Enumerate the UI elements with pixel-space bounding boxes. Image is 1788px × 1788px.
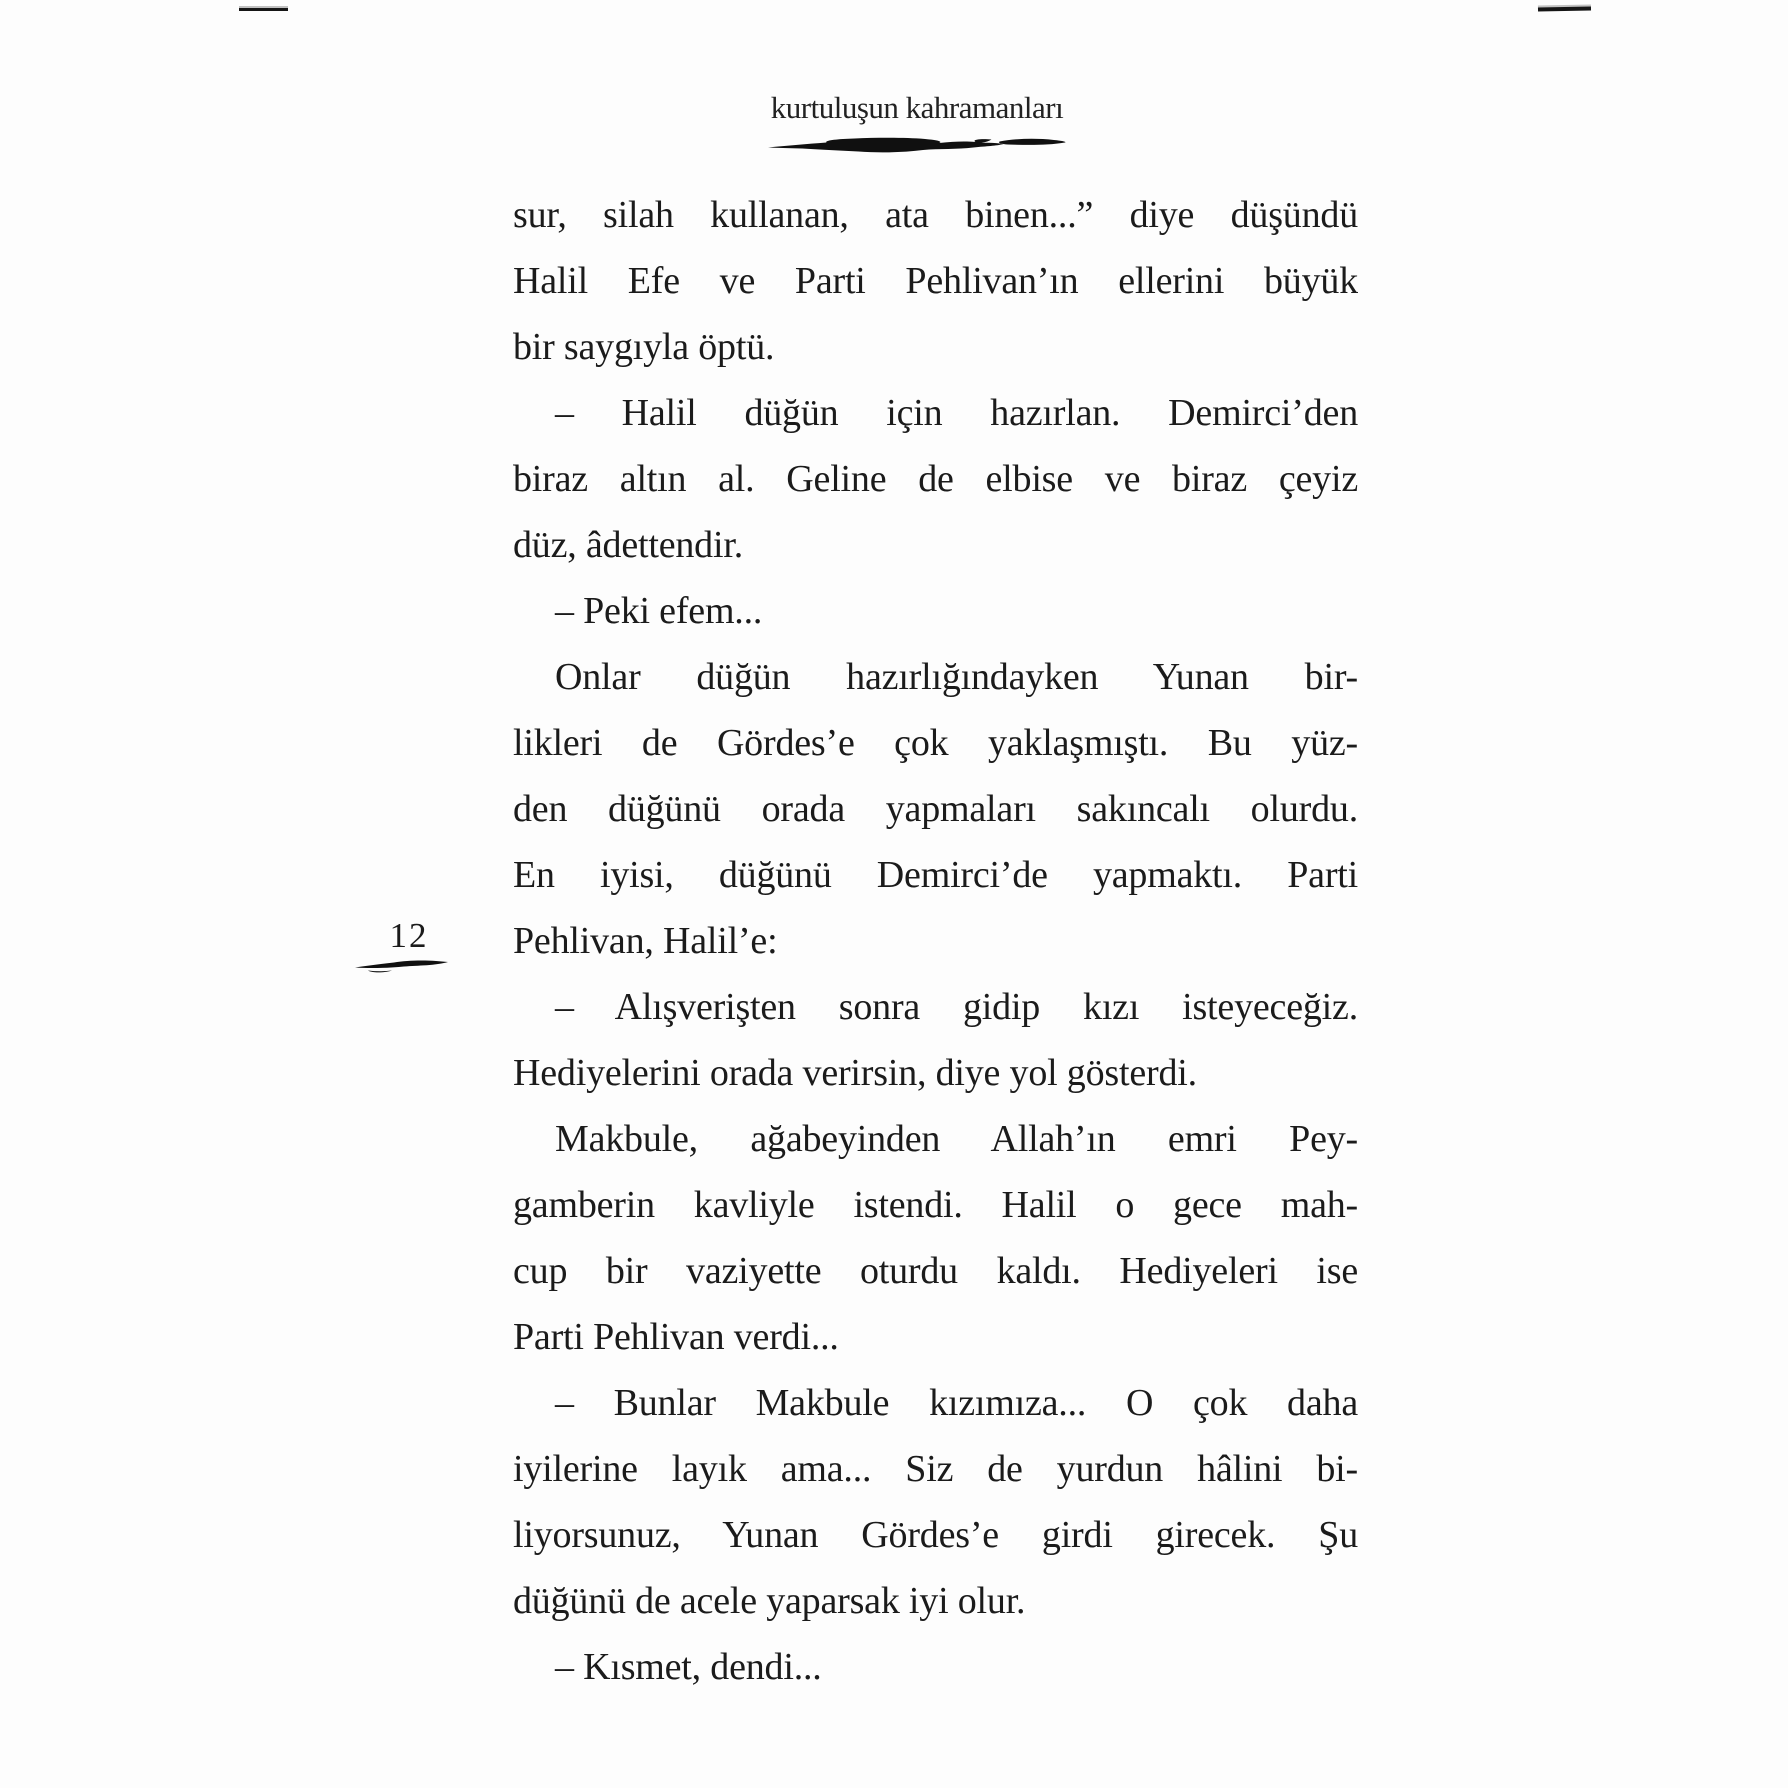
text-line: düğünü de acele yaparsak iyi olur.	[513, 1580, 1026, 1622]
text-line: – Kısmet, dendi...	[555, 1646, 822, 1688]
text-line: Onlar düğün hazırlığındayken Yunan bir-	[555, 656, 1358, 698]
text-line: likleri de Gördes’e çok yaklaşmıştı. Bu yüz-	[513, 722, 1358, 764]
text-line: cup bir vaziyette oturdu kaldı. Hediyeleri ise	[513, 1250, 1358, 1292]
page-number: 12	[389, 916, 429, 955]
trim-mark-left-icon	[239, 8, 288, 11]
text-line: den düğünü orada yapmaları sakıncalı olurdu.	[513, 788, 1358, 830]
page-header	[517, 88, 1317, 163]
text-line: sur, silah kullanan, ata binen...” diye düşündü	[513, 194, 1358, 236]
text-line: En iyisi, düğünü Demirci’de yapmaktı. Parti	[513, 854, 1358, 896]
paragraph	[513, 1370, 1358, 1634]
paragraph	[513, 380, 1358, 578]
text-line: – Halil düğün için hazırlan. Demirci’den	[555, 392, 1358, 434]
paragraph	[513, 644, 1358, 974]
text-line: Halil Efe ve Parti Pehlivan’ın ellerini büyük	[513, 260, 1358, 302]
text-line: liyorsunuz, Yunan Gördes’e girdi girecek. Şu	[513, 1514, 1358, 1556]
text-line: iyilerine layık ama... Siz de yurdun hâlini bi-	[513, 1448, 1358, 1490]
trim-mark-right-icon	[1538, 6, 1591, 11]
text-line: biraz altın al. Geline de elbise ve biraz çeyiz	[513, 458, 1358, 500]
text-line: düz, âdettendir.	[513, 524, 743, 566]
text-line: – Bunlar Makbule kızımıza... O çok daha	[555, 1382, 1358, 1424]
text-line: Parti Pehlivan verdi...	[513, 1316, 839, 1358]
text-line: – Peki efem...	[555, 590, 763, 632]
page-number-block	[352, 918, 452, 975]
paragraph	[513, 1106, 1358, 1370]
paragraph	[513, 974, 1358, 1106]
paragraph	[513, 578, 1358, 644]
text-line: Hediyelerini orada verirsin, diye yol gösterdi.	[513, 1052, 1197, 1094]
text-block	[513, 182, 1358, 1700]
paragraph	[513, 1634, 1358, 1700]
text-line: Makbule, ağabeyinden Allah’ın emri Pey-	[555, 1118, 1358, 1160]
text-line: bir saygıyla öptü.	[513, 326, 775, 368]
paragraph	[513, 182, 1358, 380]
text-line: gamberin kavliyle istendi. Halil o gece mah-	[513, 1184, 1358, 1226]
text-line: – Alışverişten sonra gidip kızı isteyeceğiz.	[555, 986, 1358, 1028]
brush-stroke-divider-icon	[517, 132, 1317, 163]
text-line: Pehlivan, Halil’e:	[513, 920, 778, 962]
header-title: kurtuluşun kahramanları	[770, 90, 1064, 125]
brush-stroke-underline-icon	[354, 955, 450, 975]
